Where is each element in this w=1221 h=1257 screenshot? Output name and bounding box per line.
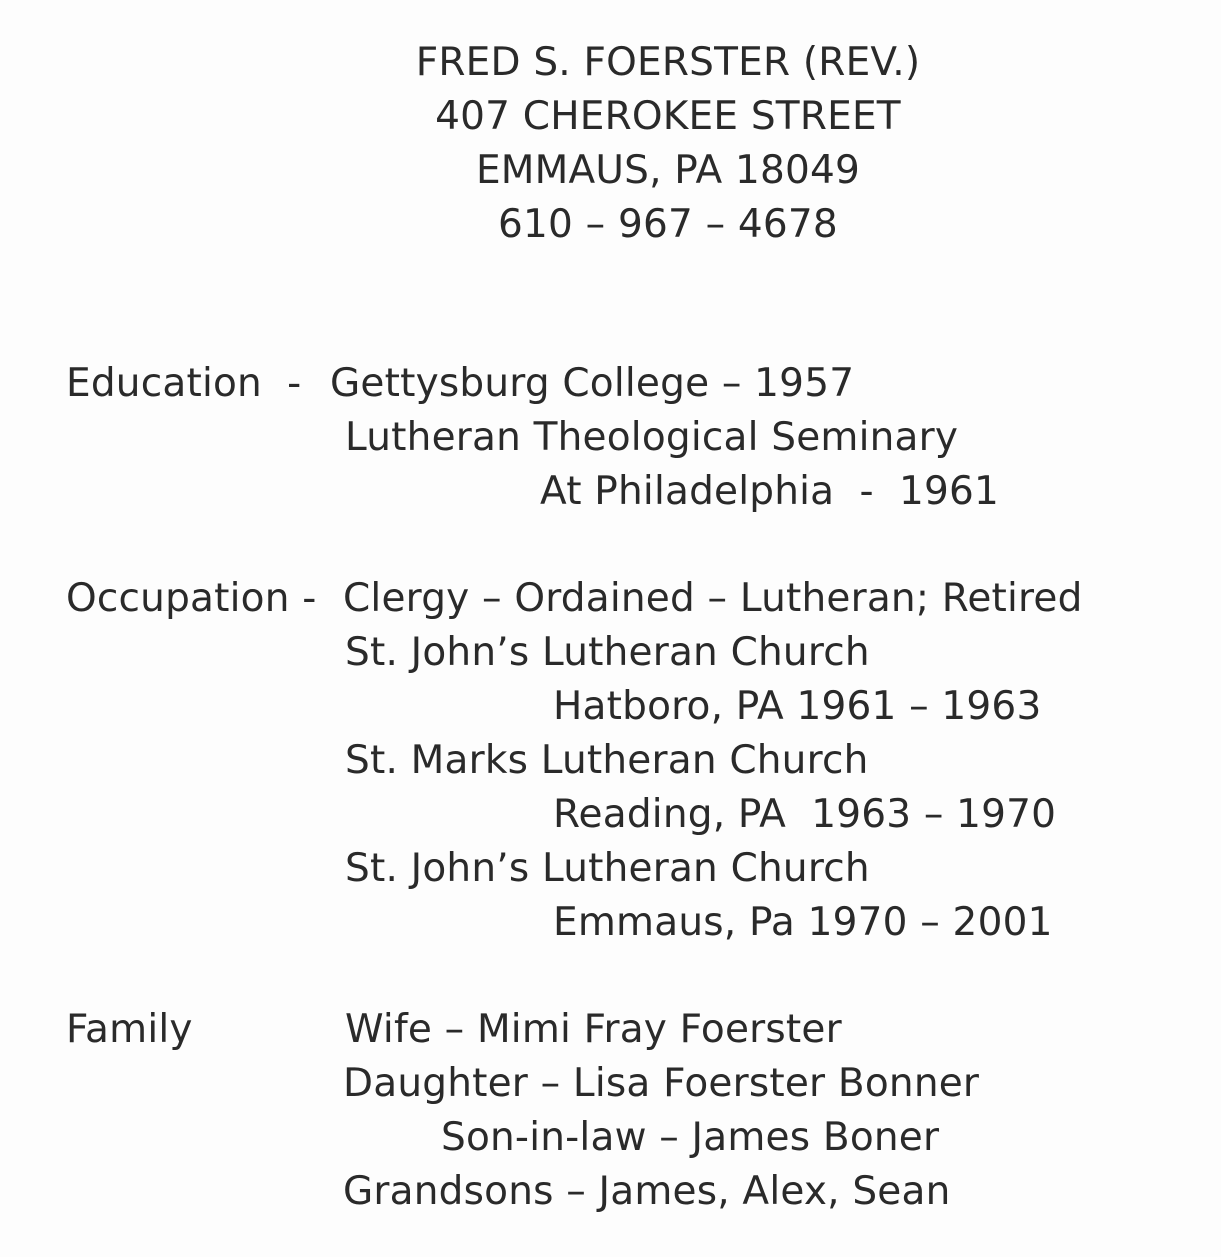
occupation-label: Occupation - bbox=[66, 576, 317, 621]
education-label: Education - bbox=[66, 361, 302, 406]
family-entry: Son-in-law – James Boner bbox=[441, 1115, 940, 1160]
education-entry: Lutheran Theological Seminary bbox=[345, 415, 959, 460]
contact-street: 407 CHEROKEE STREET bbox=[435, 94, 901, 139]
occupation-entry: St. John’s Lutheran Church bbox=[345, 846, 870, 891]
occupation-entry: St. John’s Lutheran Church bbox=[345, 630, 870, 675]
occupation-entry: Hatboro, PA 1961 – 1963 bbox=[553, 684, 1042, 729]
family-label: Family bbox=[66, 1007, 193, 1052]
education-entry: At Philadelphia - 1961 bbox=[540, 469, 999, 514]
occupation-entry: St. Marks Lutheran Church bbox=[345, 738, 869, 783]
occupation-entry: Emmaus, Pa 1970 – 2001 bbox=[553, 900, 1053, 945]
contact-name: FRED S. FOERSTER (REV.) bbox=[415, 40, 921, 85]
contact-city: EMMAUS, PA 18049 bbox=[475, 148, 861, 193]
occupation-entry: Clergy – Ordained – Lutheran; Retired bbox=[343, 576, 1083, 621]
family-entry: Daughter – Lisa Foerster Bonner bbox=[343, 1061, 980, 1106]
contact-phone: 610 – 967 – 4678 bbox=[498, 202, 838, 247]
family-entry: Grandsons – James, Alex, Sean bbox=[343, 1169, 951, 1214]
family-entry: Wife – Mimi Fray Foerster bbox=[345, 1007, 842, 1052]
occupation-entry: Reading, PA 1963 – 1970 bbox=[553, 792, 1057, 837]
contact-header bbox=[0, 36, 1221, 252]
education-entry: Gettysburg College – 1957 bbox=[330, 361, 855, 406]
